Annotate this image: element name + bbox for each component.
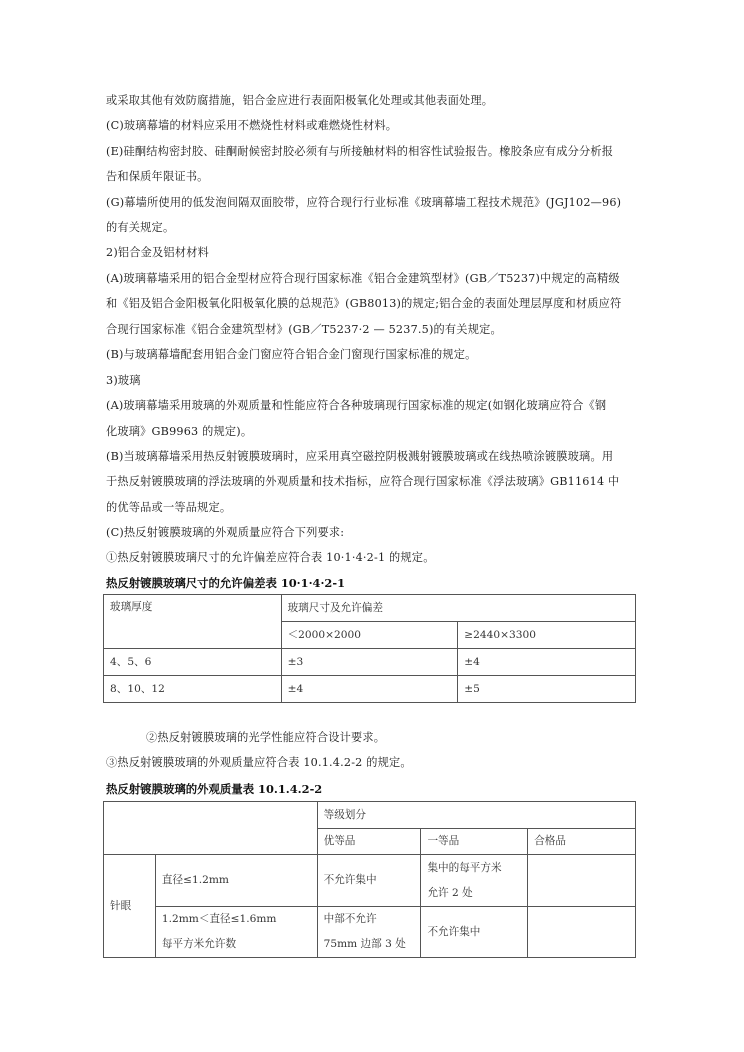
first-grade-cell: [421, 907, 528, 958]
condition-cell: [155, 855, 317, 907]
section-heading: 2)铝合金及铝材材料: [106, 246, 209, 259]
table2-caption: 热反射镀膜玻璃的外观质量表 10.1.4.2-2: [106, 782, 323, 796]
header-glass-thickness: 玻璃厚度: [104, 595, 282, 649]
excellent-text: 不允许集中: [323, 874, 377, 886]
paragraph-line: (G)幕墙所使用的低发泡间隔双面胶带，应符合现行行业标准《玻璃幕墙工程技术规范》(JGJ102—96): [106, 196, 622, 209]
excellent-cell: [317, 907, 421, 958]
condition-text: 直径≤1.2mm: [161, 874, 229, 886]
table-row: [104, 676, 636, 703]
first-grade-text: 允许 2 处: [427, 886, 473, 899]
paragraph-line: (E)硅酮结构密封胶、硅酮耐候密封胶必须有与所接触材料的相容性试验报告。橡胶条应有成分分析报: [106, 145, 614, 158]
thickness-cell: 8、10、12: [104, 676, 282, 703]
paragraph-line: ③热反射镀膜玻璃的外观质量应符合表 10.1.4.2-2 的规定。: [106, 756, 412, 769]
tolerance-cell: ±5: [458, 676, 636, 703]
tolerance-cell: ±4: [281, 676, 458, 703]
excellent-text: 中部不允许: [323, 913, 377, 925]
thickness-cell: 4、5、6: [104, 649, 282, 676]
paragraph-line: (B)与玻璃幕墙配套用铝合金门窗应符合铝合金门窗现行国家标准的规定。: [106, 348, 477, 361]
section-heading: 3)玻璃: [106, 374, 141, 387]
table1-caption: 热反射镀膜玻璃尺寸的允许偏差表 10·1·4·2-1: [106, 576, 346, 590]
tolerance-cell: ±4: [458, 649, 636, 676]
paragraph-line: (B)当玻璃幕墙采用热反射镀膜玻璃时，应采用真空磁控阴极溅射镀膜玻璃或在线热喷涂镀膜玻璃。用: [106, 450, 614, 463]
paragraph-line: 告和保质年限证书。: [106, 170, 209, 183]
excellent-text: 75mm 边部 3 处: [323, 938, 406, 950]
paragraph-line: ②热反射镀膜玻璃的光学性能应符合设计要求。: [146, 731, 386, 744]
paragraph-line: 化玻璃》GB9963 的规定)。: [106, 425, 253, 438]
header-size-tolerance: 玻璃尺寸及允许偏差: [281, 595, 635, 622]
empty-header-cell: [104, 802, 318, 855]
first-grade-text: 集中的每平方米: [427, 861, 502, 874]
paragraph-line: ①热反射镀膜玻璃尺寸的允许偏差应符合表 10·1·4·2-1 的规定。: [106, 551, 435, 564]
first-grade-cell: [421, 855, 528, 907]
header-grade-first: 一等品: [421, 829, 528, 855]
header-grade-excellent: 优等品: [317, 829, 421, 855]
condition-cell: [155, 907, 317, 958]
paragraph-line: 或采取其他有效防腐措施，铝合金应进行表面阳极氧化处理或其他表面处理。: [106, 94, 494, 107]
condition-text: 1.2mm＜直径≤1.6mm: [161, 913, 277, 925]
tolerance-cell: ±3: [281, 649, 458, 676]
paragraph-line: (C)热反射镀膜玻璃的外观质量应符合下列要求:: [106, 526, 345, 539]
excellent-cell: [317, 855, 421, 907]
first-grade-text: 不允许集中: [427, 925, 481, 938]
defect-pinhole-cell: 针眼: [104, 855, 156, 958]
table-row: [104, 649, 636, 676]
paragraph-line: (A)玻璃幕墙采用的铝合金型材应符合现行国家标准《铝合金建筑型材》(GB／T5237)中规定的高精级: [106, 272, 620, 285]
header-grade-division: 等级划分: [317, 802, 635, 829]
paragraph-line: 于热反射镀膜玻璃的浮法玻璃的外观质量和技术指标，应符合现行国家标准《浮法玻璃》GB11614 中: [106, 475, 620, 488]
paragraph-line: (C)玻璃幕墙的材料应采用不燃烧性材料或难燃烧性材料。: [106, 119, 398, 132]
paragraph-line: 的有关规定。: [106, 221, 175, 234]
paragraph-line: 合现行国家标准《铝合金建筑型材》(GB／T5237·2 — 5237.5)的有关规定。: [106, 323, 502, 336]
paragraph-line: 和《铝及铝合金阳极氧化阳极氧化膜的总规范》(GB8013)的规定;铝合金的表面处理层厚度和材质应符: [106, 297, 622, 310]
qualified-cell: [528, 855, 636, 907]
subheader-small-size: ＜2000×2000: [281, 622, 458, 649]
paragraph-line: (A)玻璃幕墙采用玻璃的外观质量和性能应符合各种玻璃现行国家标准的规定(如钢化玻璃应符合《钢: [106, 399, 607, 412]
table-row: [104, 907, 636, 958]
qualified-cell: [528, 907, 636, 958]
header-grade-qualified: 合格品: [528, 829, 636, 855]
subheader-large-size: ≥2440×3300: [458, 622, 636, 649]
condition-text: 每平方米允许数: [161, 938, 237, 950]
table-row: [104, 855, 636, 907]
appearance-quality-table: [103, 801, 636, 958]
tolerance-table: [103, 594, 636, 703]
paragraph-line: 的优等品或一等品规定。: [106, 501, 232, 514]
